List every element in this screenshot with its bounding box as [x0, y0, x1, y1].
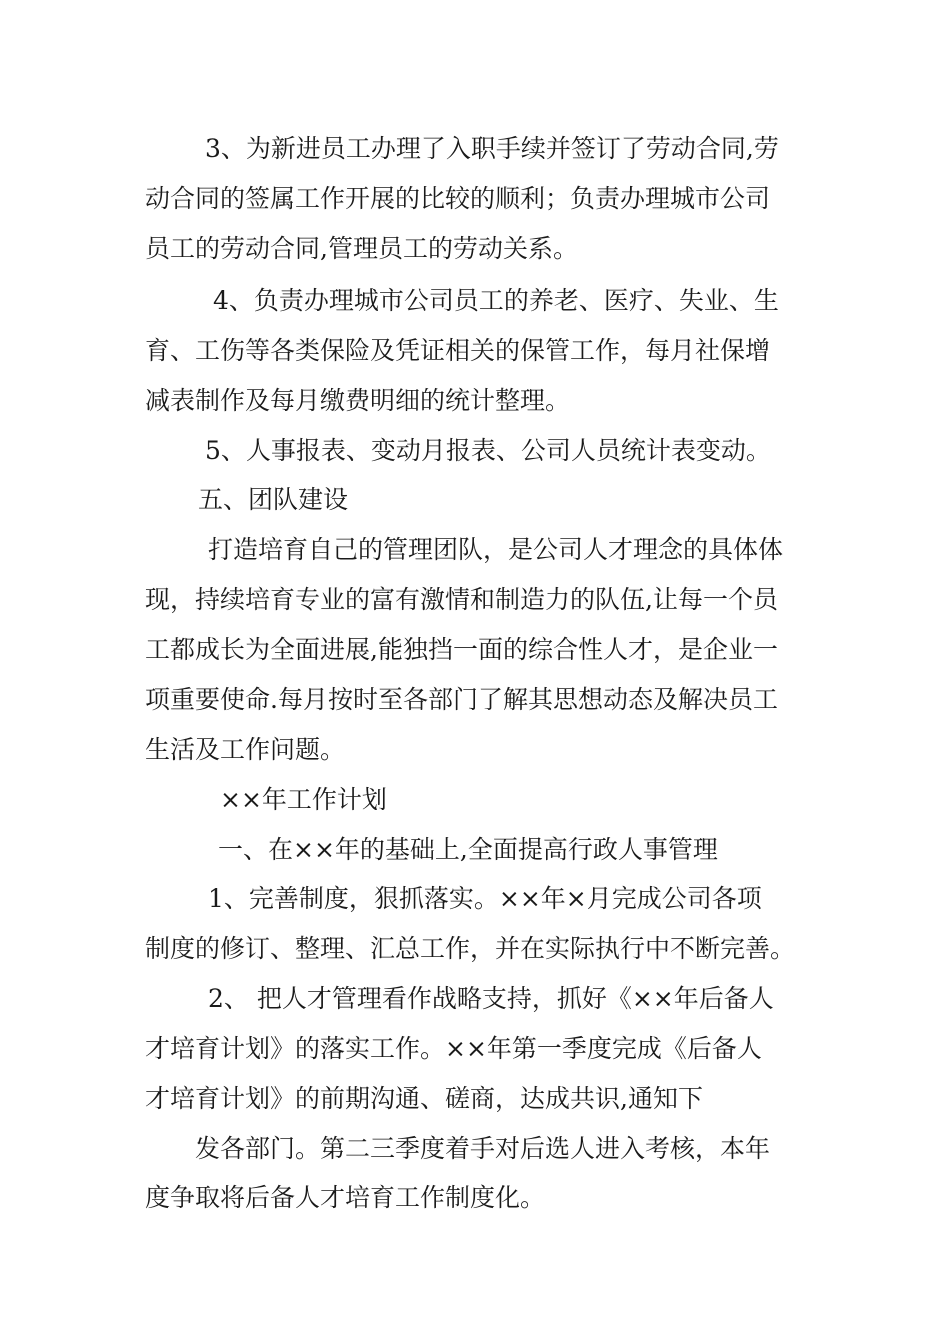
plan-item-1-heading: 一、在××年的基础上,全面提高行政人事管理 — [218, 835, 718, 864]
section-heading-team: 五、团队建设 — [198, 485, 349, 514]
plan-item-2-line-5: 度争取将后备人才培育工作制度化。 — [145, 1183, 546, 1212]
paragraph-team-line-1: 打造培育自己的管理团队，是公司人才理念的具体体 — [208, 535, 784, 564]
paragraph-4-line-3: 减表制作及每月缴费明细的统计整理。 — [145, 386, 571, 415]
plan-item-2-line-3: 才培育计划》的前期沟通、磋商，达成共识,通知下 — [145, 1084, 703, 1113]
plan-item-2-line-2: 才培育计划》的落实工作。××年第一季度完成《后备人 — [145, 1034, 762, 1063]
paragraph-team-line-2: 现，持续培育专业的富有激情和制造力的队伍,让每一个员 — [145, 585, 778, 614]
paragraph-3-line-3: 员工的劳动合同,管理员工的劳动关系。 — [145, 234, 578, 263]
paragraph-4-line-1: 4、负责办理城市公司员工的养老、医疗、失业、生 — [213, 286, 779, 315]
paragraph-team-line-4: 项重要使命.每月按时至各部门了解其思想动态及解决员工 — [145, 685, 778, 714]
paragraph-3-line-1: 3、为新进员工办理了入职手续并签订了劳动合同,劳 — [205, 134, 779, 163]
plan-item-1-line-2: 制度的修订、整理、汇总工作，并在实际执行中不断完善。 — [145, 934, 796, 963]
paragraph-team-line-5: 生活及工作问题。 — [145, 735, 346, 764]
paragraph-4-line-2: 育、工伤等各类保险及凭证相关的保管工作，每月社保增 — [145, 336, 771, 365]
paragraph-5-line-1: 5、人事报表、变动月报表、公司人员统计表变动。 — [205, 436, 771, 465]
plan-item-2-line-4: 发各部门。第二三季度着手对后选人进入考核，本年 — [195, 1134, 771, 1163]
plan-item-2-line-1: 2、 把人才管理看作战略支持，抓好《××年后备人 — [208, 984, 774, 1013]
paragraph-3-line-2: 动合同的签属工作开展的比较的顺利；负责办理城市公司 — [145, 184, 771, 213]
section-heading-plan: ××年工作计划 — [220, 785, 387, 814]
plan-item-1-line-1: 1、完善制度，狠抓落实。××年×月完成公司各项 — [208, 884, 762, 913]
paragraph-team-line-3: 工都成长为全面进展,能独挡一面的综合性人才，是企业一 — [145, 635, 778, 664]
